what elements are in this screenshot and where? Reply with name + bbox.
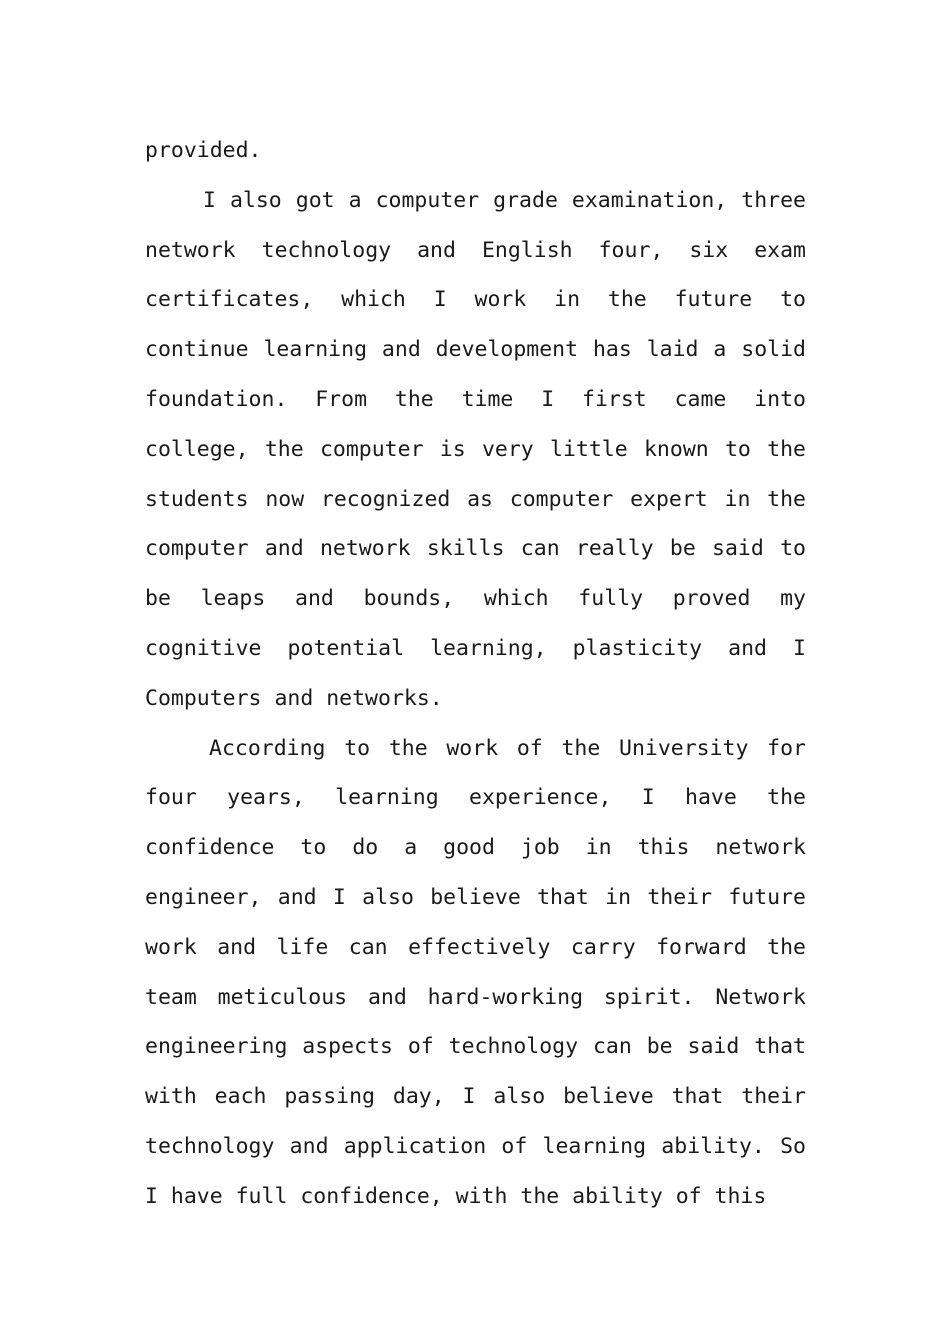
body-text bbox=[145, 126, 806, 1222]
paragraph-continuation: provided. bbox=[145, 138, 262, 163]
paragraph-certificates: I also got a computer grade examination, three network technology and English four, six exam certificates, which I work in the future to continue learning and development has laid a solid foundation. From the time I first came into college, the computer is very little known to the students now recognized as computer expert in the computer and network skills can really be said to be leaps and bounds, which fully proved my cognitive potential learning, plasticity and I Computers and networks. bbox=[145, 187, 806, 711]
paragraph-confidence: According to the work of the University for four years, learning experience, I have the confidence to do a good job in this network engineer, and I also believe that in their future work and life can effectively carry forward the team meticulous and hard-working spirit. Network engineering aspects of technology can be said that with each passing day, I also believe that their technology and application of learning ability. So I have full confidence, with the ability of this bbox=[145, 735, 806, 1209]
